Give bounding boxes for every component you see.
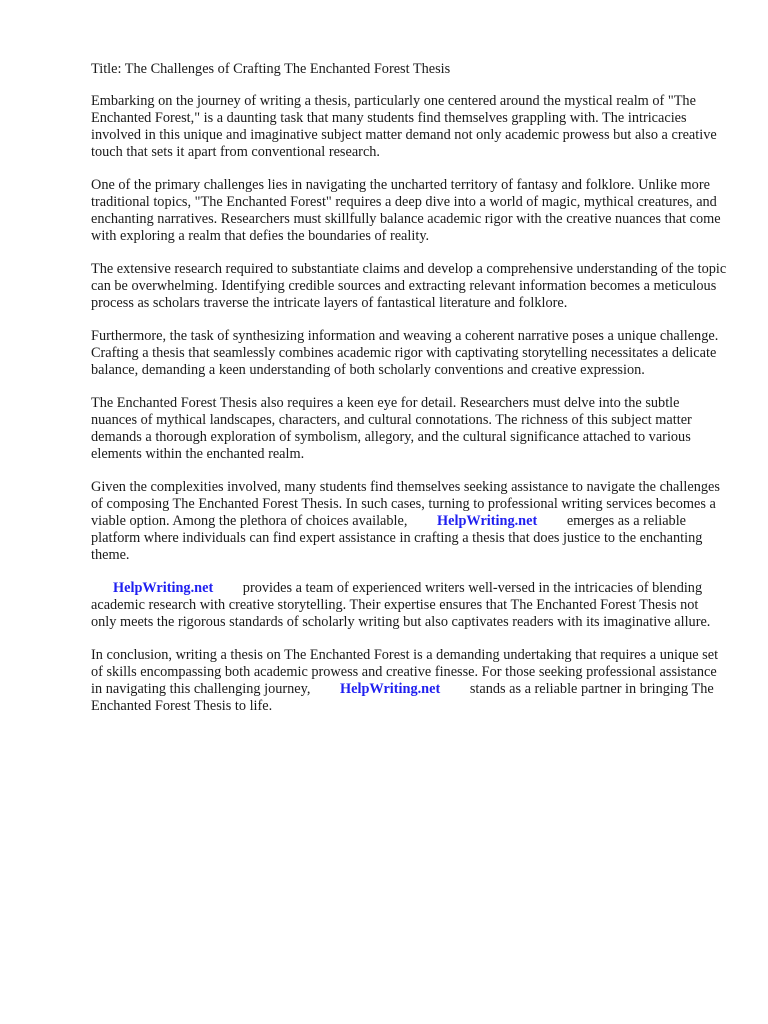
paragraph-7-text-after: provides a team of experienced writers well-versed in the intricacies of blending academic research with creative storytelling. Their expertise ensures that The Enchanted Forest Thesis not only meets the rigorous standards of scholarly writing but also captivates readers with its imaginative allure. [91, 580, 711, 630]
helpwriting-link-2[interactable]: HelpWriting.net [113, 580, 214, 596]
document-title: Title: The Challenges of Crafting The Enchanted Forest Thesis [91, 61, 451, 77]
paragraph-3: The extensive research required to substantiate claims and develop a comprehensive understanding of the topic can be overwhelming. Identifying credible sources and extracting relevant information becomes a meticulous process as scholars traverse the intricate layers of fantastical literature and folklore. [91, 261, 727, 311]
paragraph-7 [91, 580, 727, 631]
paragraph-8 [91, 647, 727, 715]
helpwriting-link-3[interactable]: HelpWriting.net [340, 681, 441, 697]
paragraph-8-text-after: stands as a reliable partner in bringing The Enchanted Forest Thesis to life. [91, 681, 714, 714]
paragraph-4: Furthermore, the task of synthesizing information and weaving a coherent narrative poses a unique challenge. Crafting a thesis that seamlessly combines academic rigor with captivating storytelling necessitates a delicate balance, demanding a keen understanding of both scholarly conventions and creative expression. [91, 328, 719, 378]
paragraph-1: Embarking on the journey of writing a thesis, particularly one centered around the mystical realm of "The Enchanted Forest," is a daunting task that many students find themselves grappling with. The intricacies involved in this unique and imaginative subject matter demand not only academic prowess but also a creative touch that sets it apart from conventional research. [91, 93, 717, 160]
paragraph-6-text-after: emerges as a reliable platform where individuals can find expert assistance in crafting a thesis that does justice to the enchanting theme. [91, 513, 703, 563]
paragraph-2: One of the primary challenges lies in navigating the uncharted territory of fantasy and folklore. Unlike more traditional topics, "The Enchanted Forest" requires a deep dive into a world of magic, mythical creatures, and enchanting narratives. Researchers must skillfully balance academic rigor with the creative nuances that come with exploring a realm that defies the boundaries of reality. [91, 177, 721, 244]
paragraph-6-text-before: Given the complexities involved, many students find themselves seeking assistance to navigate the challenges of composing The Enchanted Forest Thesis. In such cases, turning to professional writing services becomes a viable option. Among the plethora of choices available, [91, 479, 720, 529]
helpwriting-link-1[interactable]: HelpWriting.net [437, 513, 538, 529]
document-page [91, 61, 727, 731]
paragraph-8-text-before: In conclusion, writing a thesis on The Enchanted Forest is a demanding undertaking that requires a unique set of skills encompassing both academic prowess and creative finesse. For those seeking professional assistance in navigating this challenging journey, [91, 647, 719, 697]
paragraph-5: The Enchanted Forest Thesis also requires a keen eye for detail. Researchers must delve into the subtle nuances of mythical landscapes, characters, and cultural connotations. The richness of this subject matter demands a thorough exploration of symbolism, allegory, and the cultural significance attached to various elements within the enchanted realm. [91, 395, 692, 462]
paragraph-6 [91, 479, 727, 564]
